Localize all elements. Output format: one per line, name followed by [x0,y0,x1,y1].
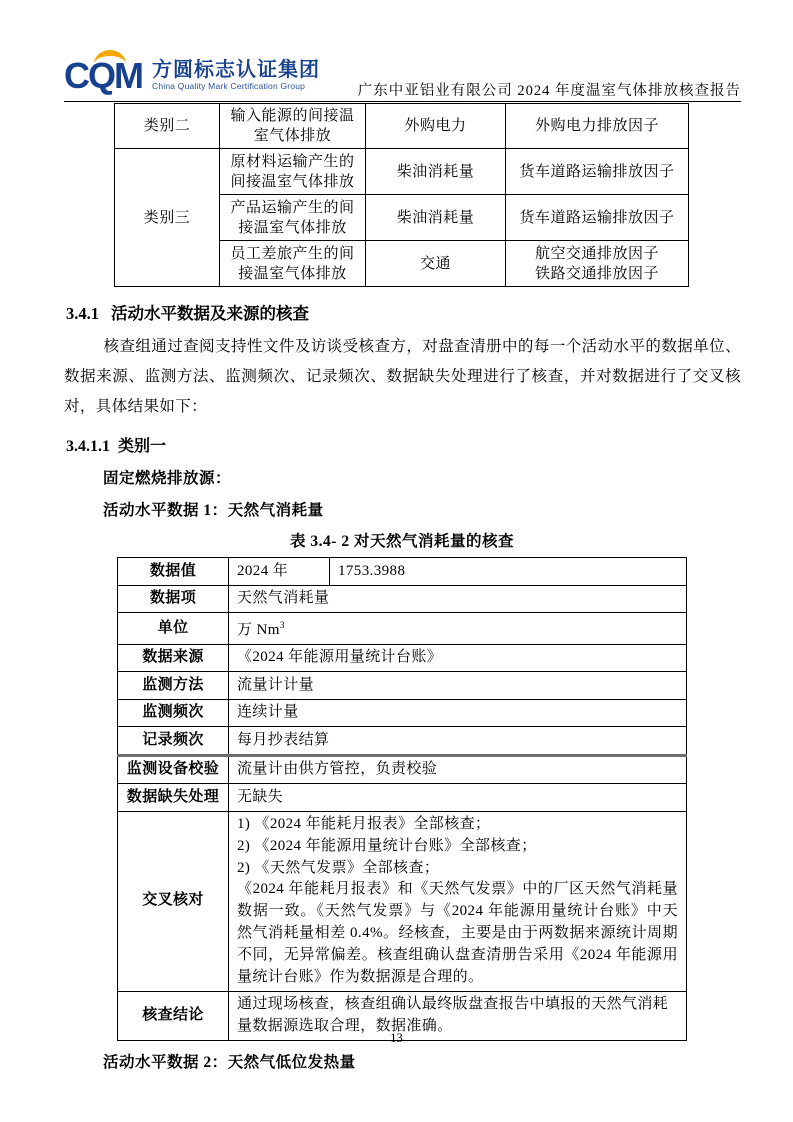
table-row [118,644,687,672]
row-label: 数据缺失处理 [118,784,229,812]
value-cell: 1753.3988 [330,558,687,586]
factor-cell: 货车道路运输排放因子 [506,195,689,241]
factor-line: 铁路交通排放因子 [534,265,659,282]
section-number: 3.4.1 [66,304,99,323]
value-cell: 无缺失 [229,784,687,812]
table-row [118,558,687,586]
activity-cell: 交通 [366,241,506,287]
natural-gas-verification-table [117,557,687,1041]
row-label: 监测频次 [118,699,229,727]
activity-data-1-line: 活动水平数据 1：天然气消耗量 [103,502,324,519]
table-row [118,811,687,991]
section-paragraph: 核查组通过查阅支持性文件及访谈受核查方，对盘查清册中的每一个活动水平的数据单位、数据来源、监测方法、监测频次、记录频次、数据缺失处理进行了核查，并对数据进行了交叉核对，具体结果如下： [64,338,741,415]
cqm-brand-cn: 方圆标志认证集团 [152,59,320,81]
cross-check-analysis: 《2024 年能耗月报表》和《天然气发票》中的厂区天然气消耗量数据一致。《天然气发票》与《2024 年能源用量统计台账》中天然气消耗量相差 0.4%。经核查，主要是由于两数据来源统计周期不同，无异常偏差。核查组确认盘查清册告采用《2024 年能源用量统计台账》作为数据源是合理的。 [237,881,678,985]
row-label: 核查结论 [118,991,229,1040]
scope-cell: 产品运输产生的间接温室气体排放 [220,195,366,241]
year-cell: 2024 年 [229,558,330,586]
header-rule [64,101,741,102]
cqm-logo-letters [64,50,142,94]
category-cell: 类别三 [115,149,220,287]
row-label: 监测方法 [118,672,229,700]
section-heading-341 [66,300,741,324]
cqm-logo [64,50,320,94]
activity-data-2-line: 活动水平数据 2：天然气低位发热量 [103,1053,356,1071]
cross-check-item: 2) 《2024 年能源用量统计台账》全部核查； [237,837,537,854]
row-label: 监测设备校验 [118,755,229,784]
cqm-logo-arc-icon [94,50,126,64]
factor-cell: 货车道路运输排放因子 [506,149,689,195]
table-row [115,104,689,149]
unit-base: 万 Nm [237,621,280,638]
cqm-brand-en: China Quality Mark Certification Group [152,81,306,91]
row-label: 数据值 [118,558,229,586]
scope-cell: 输入能源的间接温室气体排放 [220,104,366,149]
table-row [118,613,687,645]
value-cell: 流量计由供方管控，负责校验 [229,755,687,784]
document-header-title: 广东中亚铝业有限公司 2024 年度温室气体排放核查报告 [357,83,741,99]
factor-cell: 外购电力排放因子 [506,104,689,149]
section-heading-3411 [66,433,741,456]
table-row [115,149,689,195]
unit-superscript: 3 [279,620,286,631]
row-label: 数据来源 [118,644,229,672]
table-row [118,585,687,613]
section-number: 3.4.1.1 [66,438,110,455]
value-cell: 连续计量 [229,699,687,727]
page-number: 13 [390,1031,403,1045]
scope-cell: 原材料运输产生的间接温室气体排放 [220,149,366,195]
cqm-logo-wordmark [152,50,320,92]
factor-line: 航空交通排放因子 [534,245,659,262]
page-content [64,103,741,1072]
row-label: 记录频次 [118,727,229,756]
activity-cell: 柴油消耗量 [366,149,506,195]
table-row [118,784,687,812]
table-row [118,672,687,700]
activity-cell: 外购电力 [366,104,506,149]
emission-source-line: 固定燃烧排放源： [103,470,232,487]
row-label: 交叉核对 [118,811,229,991]
row-label: 单位 [118,613,229,645]
table-caption: 表 3.4- 2 对天然气消耗量的核查 [290,533,514,550]
value-cell: 天然气消耗量 [229,585,687,613]
value-cell: 《2024 年能源用量统计台账》 [229,644,687,672]
table-row [118,699,687,727]
conclusion-cell: 通过现场核查，核查组确认最终版盘查报告中填报的天然气消耗量数据源选取合理，数据准确。 [229,991,687,1040]
cqm-logo-text: CQM [64,55,142,96]
row-label: 数据项 [118,585,229,613]
value-cell: 每月抄表结算 [229,727,687,756]
category-cell: 类别二 [115,104,220,149]
factor-cell [506,241,689,287]
page-header [0,0,793,103]
value-cell: 流量计计量 [229,672,687,700]
cross-check-cell [229,811,687,991]
cross-check-item: 2) 《天然气发票》全部核查； [237,859,440,876]
emission-category-table [114,103,689,287]
unit-cell [229,613,687,645]
table-row [118,755,687,784]
section-title: 活动水平数据及来源的核查 [111,304,309,323]
activity-cell: 柴油消耗量 [366,195,506,241]
scope-cell: 员工差旅产生的间接温室气体排放 [220,241,366,287]
section-title: 类别一 [118,438,167,455]
table-row [118,727,687,756]
cross-check-item: 1) 《2024 年能耗月报表》全部核查； [237,816,491,832]
